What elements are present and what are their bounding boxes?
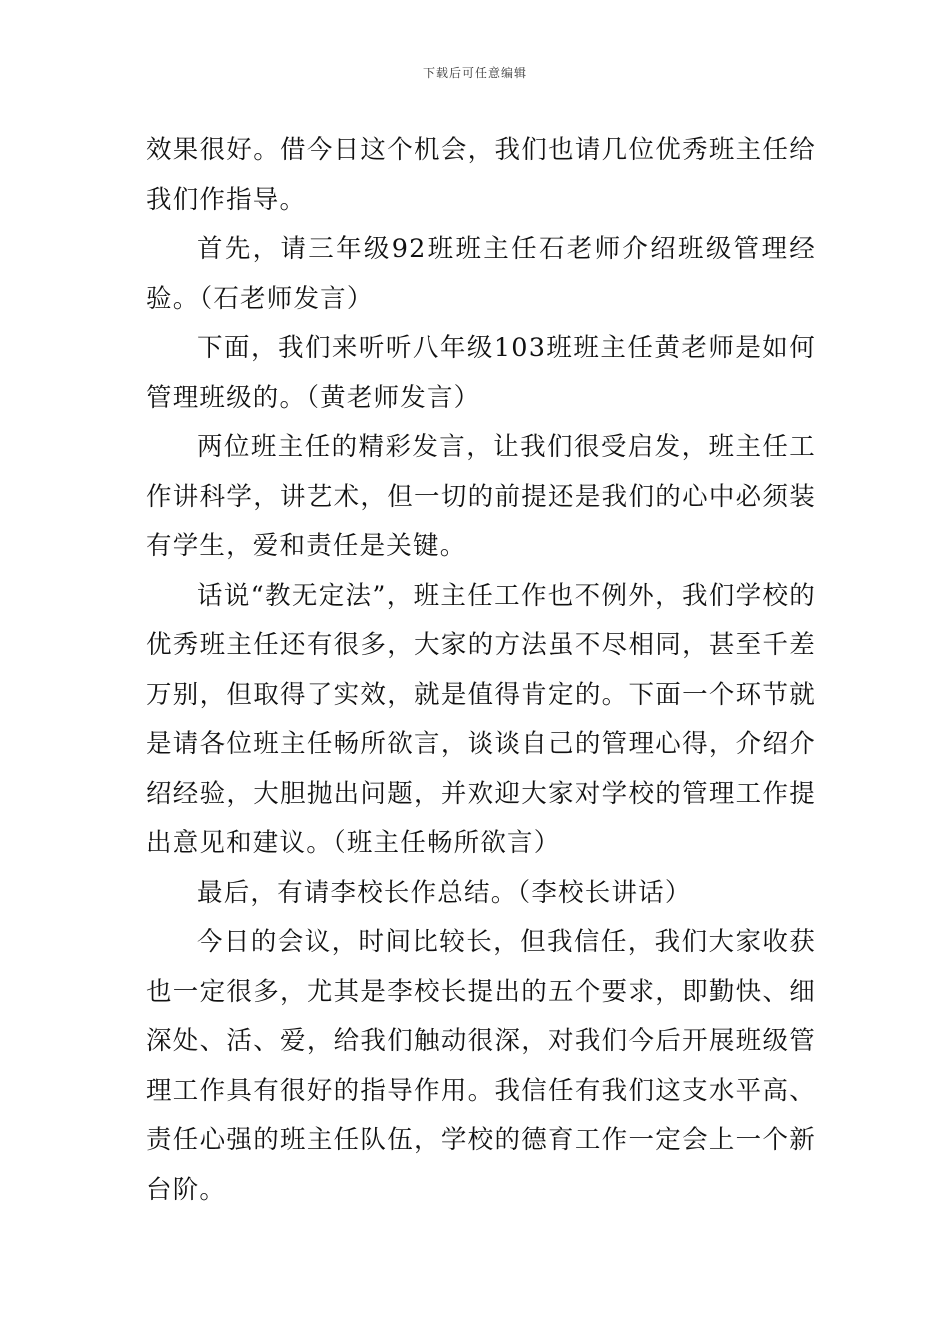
- paragraph: 效果很好。借今日这个机会，我们也请几位优秀班主任给我们作指导。: [146, 135, 816, 215]
- paragraph: 下面，我们来听听八年级103班班主任黄老师是如何管理班级的。（黄老师发言）: [146, 333, 816, 413]
- paragraph: 首先，请三年级92班班主任石老师介绍班级管理经验。（石老师发言）: [146, 234, 816, 314]
- paragraph: 最后，有请李校长作总结。（李校长讲话）: [197, 877, 692, 908]
- paragraph: 话说“教无定法”，班主任工作也不例外，我们学校的优秀班主任还有很多，大家的方法虽不尽相同，甚至千差万别，但取得了实效，就是值得肯定的。下面一个环节就是请各位班主任畅所欲言，谈谈自己的管理心得，介绍介绍经验，大胆抛出问题，并欢迎大家对学校的管理工作提出意见和建议。（班主任畅所欲言）: [146, 580, 816, 858]
- header-note: 下载后可任意编辑: [422, 66, 527, 80]
- paragraph: 今日的会议，时间比较长，但我信任，我们大家收获也一定很多，尤其是李校长提出的五个要求，即勤快、细深处、活、爱，给我们触动很深，对我们今后开展班级管理工作具有很好的指导作用。我信任有我们这支水平高、责任心强的班主任队伍，学校的德育工作一定会上一个新台阶。: [146, 927, 816, 1205]
- document-body: [146, 126, 816, 1215]
- paragraph: 两位班主任的精彩发言，让我们很受启发，班主任工作讲科学，讲艺术，但一切的前提还是我们的心中必须装有学生，爱和责任是关键。: [146, 432, 816, 561]
